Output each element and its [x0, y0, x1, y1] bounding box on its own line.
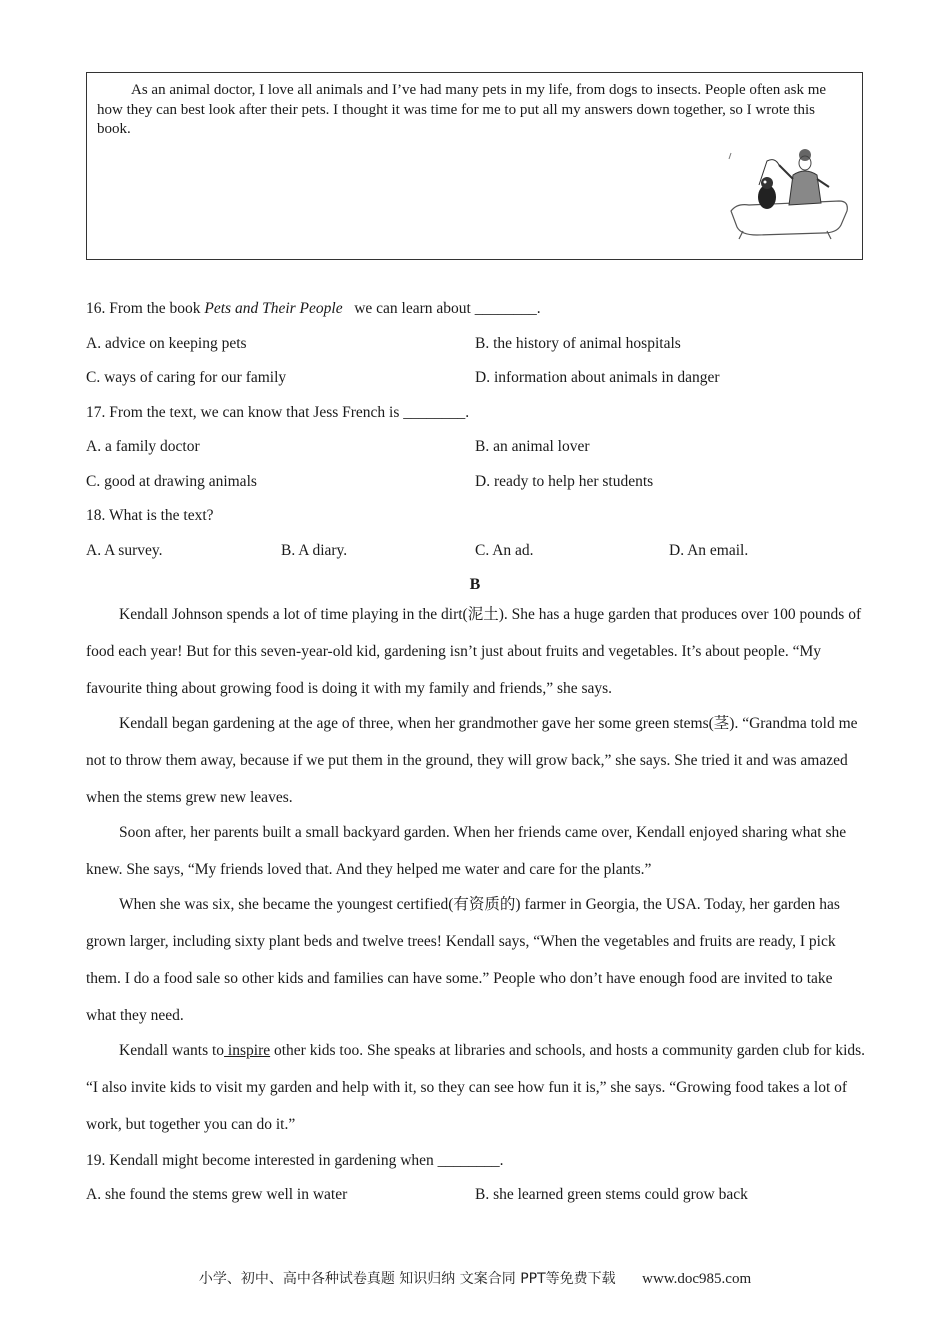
q16-option-c[interactable]: C. ways of caring for our family — [86, 369, 287, 386]
footer-url-link[interactable]: www.doc985.com — [642, 1271, 752, 1287]
intro-text-box — [86, 72, 863, 260]
q19-option-a[interactable]: A. she found the stems grew well in water — [86, 1186, 348, 1203]
q19-option-b[interactable]: B. she learned green stems could grow back — [475, 1186, 748, 1203]
p5-before: Kendall wants to — [119, 1042, 225, 1059]
question-17-stem: 17. From the text, we can know that Jess French is ________. — [86, 404, 470, 421]
underlined-word-inspire: inspire — [224, 1042, 271, 1059]
q17-option-c[interactable]: C. good at drawing animals — [86, 473, 257, 490]
q18-option-a[interactable]: A. A survey. — [86, 542, 163, 559]
q16-option-d[interactable]: D. information about animals in danger — [475, 369, 720, 386]
passage-b-paragraph-3: Soon after, her parents built a small backyard garden. When her friends came over, Kendall enjoyed sharing what she knew. She says, “My friends loved that. And they helped me water and care for the plants.” — [86, 824, 847, 878]
passage-b-paragraph-1: Kendall Johnson spends a lot of time playing in the dirt(泥土). She has a huge garden that produces over 100 pounds of food each year! But for this seven-year-old kid, gardening isn’t just about fruits and vegetables. It’s about people. “My favourite thing about growing food is doing it with my family and friends,” she says. — [86, 606, 862, 697]
q17-option-d[interactable]: D. ready to help her students — [475, 473, 654, 490]
passage-b-paragraph-2: Kendall began gardening at the age of three, when her grandmother gave her some green stems(茎). “Grandma told me not to throw them away, because if we put them in the ground, they will grow back,” she says. She tried it and was amazed when the stems grew new leaves. — [86, 715, 858, 806]
q17-option-b[interactable]: B. an animal lover — [475, 438, 590, 455]
woman-washing-dog-illustration-icon — [727, 145, 852, 241]
q18-option-b[interactable]: B. A diary. — [281, 542, 348, 559]
q16-suffix: we can learn about ________. — [342, 300, 541, 317]
question-18-stem: 18. What is the text? — [86, 507, 214, 524]
footer-text: 小学、初中、高中各种试卷真题 知识归纳 文案合同 PPT等免费下载 — [198, 1271, 616, 1287]
book-title: Pets and Their People — [204, 300, 343, 317]
section-b-heading: B — [469, 576, 481, 593]
q18-option-d[interactable]: D. An email. — [669, 542, 749, 559]
intro-paragraph: As an animal doctor, I love all animals and I’ve had many pets in my life, from dogs to insects. People often ask me how they can best look after their pets. I thought it was time for me to put all my answers down together, so I wrote this book. — [97, 82, 827, 137]
q16-prefix: 16. From the book — [86, 300, 205, 317]
question-16-stem — [86, 300, 541, 318]
passage-b-paragraph-4: When she was six, she became the youngest certified(有资质的) farmer in Georgia, the USA. Today, her garden has grown larger, including sixty plant beds and twelve trees! Kendall says, “When the vegetables and fruits are ready, I pick them. I do a food sale so other kids and families can have some.” People who don’t have enough food are invited to take what they need. — [86, 896, 840, 1024]
q17-option-a[interactable]: A. a family doctor — [86, 438, 200, 455]
q16-option-b[interactable]: B. the history of animal hospitals — [475, 335, 681, 352]
q16-option-a[interactable]: A. advice on keeping pets — [86, 335, 247, 352]
p5-after: other kids too. She speaks at libraries and schools, and hosts a community garden club for kids. “I also invite kids to visit my garden and help with it, so they can see how fun it is,” she says. “Growing food takes a lot of work, but together you can do it.” — [86, 1042, 866, 1133]
passage-b-paragraph-5 — [86, 1032, 866, 1143]
page-footer — [0, 1268, 950, 1288]
q18-option-c[interactable]: C. An ad. — [475, 542, 534, 559]
question-19-stem: 19. Kendall might become interested in gardening when ________. — [86, 1152, 504, 1169]
